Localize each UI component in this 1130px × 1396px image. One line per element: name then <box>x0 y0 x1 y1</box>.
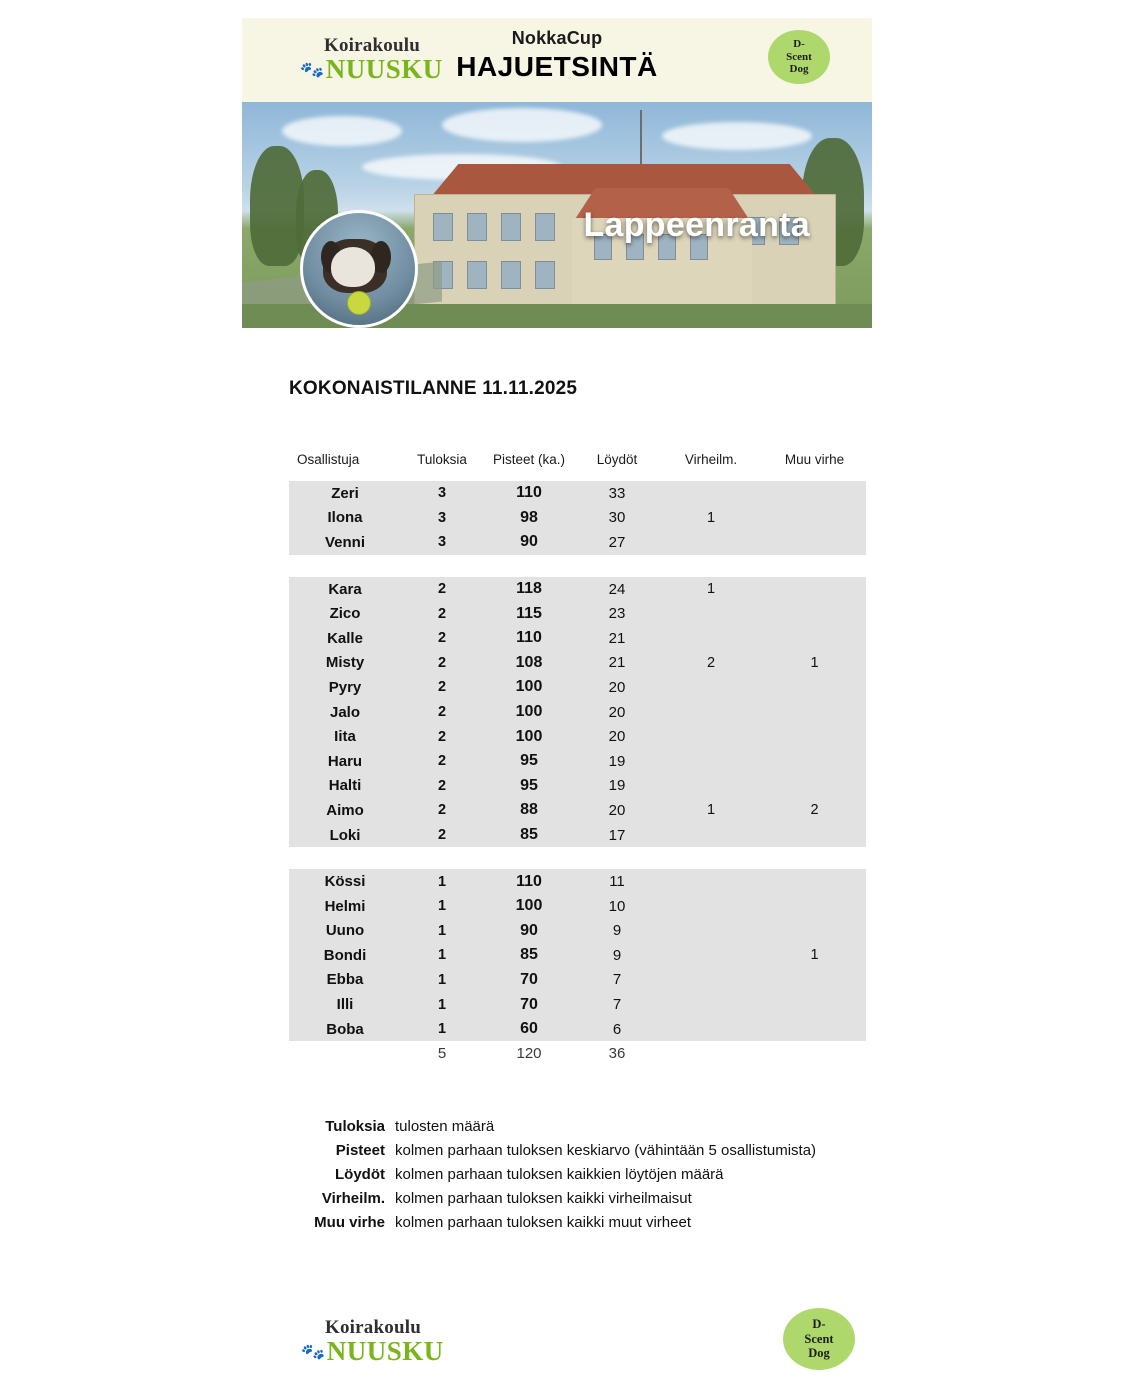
footer-logo-koirakoulu-text: Koirakoulu <box>325 1317 421 1338</box>
points-average: 110 <box>483 481 575 506</box>
false-alerts-count <box>659 481 763 506</box>
finds-count: 11 <box>575 869 659 894</box>
other-errors-count <box>763 724 866 749</box>
table-header-row <box>289 452 866 481</box>
footer-logo-nuusku-text: NUUSKU <box>326 1336 444 1366</box>
summary-participant-name <box>289 1041 401 1066</box>
summary-finds-count: 36 <box>575 1041 659 1066</box>
footer-badge-line-3: Dog <box>808 1346 830 1361</box>
other-errors-count <box>763 894 866 919</box>
points-average: 100 <box>483 724 575 749</box>
participant-name: Illi <box>289 992 401 1017</box>
city-label: Lappeenranta <box>583 206 810 244</box>
participant-name: Pyry <box>289 675 401 700</box>
results-count: 2 <box>401 774 483 799</box>
other-errors-count <box>763 869 866 894</box>
legend-term: Tuloksia <box>325 1118 385 1135</box>
false-alerts-count: 2 <box>659 651 763 676</box>
column-header-participant: Osallistuja <box>297 452 360 467</box>
table-row <box>289 823 866 848</box>
cloud-shape <box>442 108 602 142</box>
false-alerts-count <box>659 601 763 626</box>
points-average: 88 <box>483 798 575 823</box>
other-errors-count <box>763 626 866 651</box>
legend-definition: kolmen parhaan tuloksen kaikki muut virheet <box>395 1214 691 1231</box>
finds-count: 10 <box>575 894 659 919</box>
legend-term: Virheilm. <box>321 1190 385 1207</box>
false-alerts-count <box>659 943 763 968</box>
other-errors-count <box>763 992 866 1017</box>
other-errors-count <box>763 601 866 626</box>
table-row <box>289 675 866 700</box>
dog-photo-avatar <box>300 210 418 328</box>
table-row <box>289 992 866 1017</box>
other-errors-count <box>763 774 866 799</box>
finds-count: 23 <box>575 601 659 626</box>
participant-name: Uuno <box>289 919 401 944</box>
table-row <box>289 626 866 651</box>
other-errors-count <box>763 700 866 725</box>
column-header-other-errors: Muu virhe <box>784 452 845 467</box>
participant-name: Loki <box>289 823 401 848</box>
other-errors-count <box>763 919 866 944</box>
group-spacer <box>289 847 866 869</box>
points-average: 60 <box>483 1017 575 1042</box>
results-count: 1 <box>401 1017 483 1042</box>
other-errors-count <box>763 481 866 506</box>
legend-term: Löydöt <box>335 1166 385 1183</box>
false-alerts-count <box>659 774 763 799</box>
legend-row <box>289 1166 929 1183</box>
group-spacer-cell <box>289 847 866 869</box>
legend-row <box>289 1118 929 1135</box>
results-count: 2 <box>401 798 483 823</box>
results-count: 2 <box>401 749 483 774</box>
other-errors-count <box>763 506 866 531</box>
footer-badge-line-2: Scent <box>804 1331 834 1346</box>
legend-definition: kolmen parhaan tuloksen keskiarvo (vähintään 5 osallistumista) <box>395 1142 817 1159</box>
participant-name: Jalo <box>289 700 401 725</box>
legend-term: Muu virhe <box>314 1214 385 1231</box>
summary-row <box>289 1041 866 1066</box>
finds-count: 21 <box>575 651 659 676</box>
logo-koirakoulu-text: Koirakoulu <box>324 35 420 56</box>
summary-points-average: 120 <box>483 1041 575 1066</box>
other-errors-count <box>763 675 866 700</box>
false-alerts-count <box>659 919 763 944</box>
summary-false-alerts-count <box>659 1041 763 1066</box>
points-average: 110 <box>483 626 575 651</box>
event-banner <box>242 18 872 328</box>
finds-count: 7 <box>575 968 659 993</box>
points-average: 70 <box>483 968 575 993</box>
finds-count: 9 <box>575 943 659 968</box>
badge-line-2: Scent <box>786 50 812 63</box>
table-row <box>289 724 866 749</box>
other-errors-count: 1 <box>763 943 866 968</box>
table-row <box>289 798 866 823</box>
table-row <box>289 919 866 944</box>
table-row <box>289 601 866 626</box>
cloud-shape <box>662 122 812 150</box>
ball-shape <box>347 291 371 315</box>
false-alerts-count <box>659 749 763 774</box>
window-shape <box>433 213 453 241</box>
finds-count: 21 <box>575 626 659 651</box>
footer-logo <box>283 1318 463 1365</box>
false-alerts-count: 1 <box>659 577 763 602</box>
table-row <box>289 481 866 506</box>
paw-icon: 🐾 <box>298 56 327 83</box>
participant-name: Kalle <box>289 626 401 651</box>
legend-definition: kolmen parhaan tuloksen kaikki virheilmaisut <box>395 1190 692 1207</box>
legend-row <box>289 1142 929 1159</box>
table-row <box>289 506 866 531</box>
table-row <box>289 869 866 894</box>
table-header <box>289 452 866 481</box>
results-count: 1 <box>401 869 483 894</box>
cloud-shape <box>282 116 402 146</box>
banner-header <box>242 18 872 102</box>
finds-count: 30 <box>575 506 659 531</box>
legend-definition: tulosten määrä <box>395 1118 495 1135</box>
results-count: 2 <box>401 577 483 602</box>
points-average: 95 <box>483 774 575 799</box>
results-count: 2 <box>401 651 483 676</box>
points-average: 70 <box>483 992 575 1017</box>
participant-name: Bondi <box>289 943 401 968</box>
results-count: 1 <box>401 943 483 968</box>
legend-term: Pisteet <box>335 1142 385 1159</box>
footer-d-scent-dog-badge <box>783 1308 855 1370</box>
results-count: 3 <box>401 506 483 531</box>
finds-count: 20 <box>575 798 659 823</box>
column-header-finds: Löydöt <box>596 452 638 467</box>
table-row <box>289 530 866 555</box>
false-alerts-count <box>659 675 763 700</box>
participant-name: Zeri <box>289 481 401 506</box>
points-average: 108 <box>483 651 575 676</box>
false-alerts-count <box>659 724 763 749</box>
participant-name: Haru <box>289 749 401 774</box>
table-row <box>289 577 866 602</box>
summary-results-count: 5 <box>401 1041 483 1066</box>
participant-name: Zico <box>289 601 401 626</box>
other-errors-count <box>763 1017 866 1042</box>
finds-count: 6 <box>575 1017 659 1042</box>
table-row <box>289 700 866 725</box>
results-count: 1 <box>401 992 483 1017</box>
standings-table <box>289 452 866 1066</box>
badge-line-1: D- <box>793 38 805 51</box>
legend-row <box>289 1190 929 1207</box>
false-alerts-count <box>659 1017 763 1042</box>
points-average: 100 <box>483 675 575 700</box>
results-count: 1 <box>401 968 483 993</box>
table-row <box>289 774 866 799</box>
results-count: 2 <box>401 601 483 626</box>
points-average: 98 <box>483 506 575 531</box>
false-alerts-count <box>659 869 763 894</box>
event-series-name: NokkaCup <box>511 28 603 48</box>
points-average: 90 <box>483 530 575 555</box>
group-spacer-cell <box>289 555 866 577</box>
page-title: KOKONAISTILANNE 11.11.2025 <box>289 378 578 399</box>
finds-count: 20 <box>575 675 659 700</box>
participant-name: Iita <box>289 724 401 749</box>
points-average: 115 <box>483 601 575 626</box>
column-header-false-alerts: Virheilm. <box>684 452 738 467</box>
participant-name: Aimo <box>289 798 401 823</box>
participant-name: Boba <box>289 1017 401 1042</box>
legend-definition: kolmen parhaan tuloksen kaikkien löytöjen määrä <box>395 1166 724 1183</box>
false-alerts-count <box>659 992 763 1017</box>
footer-badge-line-1: D- <box>812 1316 826 1331</box>
false-alerts-count: 1 <box>659 506 763 531</box>
venue-photo <box>242 102 872 328</box>
results-count: 2 <box>401 724 483 749</box>
finds-count: 7 <box>575 992 659 1017</box>
legend <box>289 1118 929 1238</box>
other-errors-count <box>763 577 866 602</box>
finds-count: 33 <box>575 481 659 506</box>
participant-name: Kössi <box>289 869 401 894</box>
false-alerts-count <box>659 626 763 651</box>
points-average: 100 <box>483 700 575 725</box>
window-shape <box>501 213 521 241</box>
other-errors-count: 1 <box>763 651 866 676</box>
column-header-results: Tuloksia <box>417 452 467 467</box>
group-spacer <box>289 555 866 577</box>
false-alerts-count <box>659 823 763 848</box>
results-count: 2 <box>401 626 483 651</box>
participant-name: Halti <box>289 774 401 799</box>
participant-name: Kara <box>289 577 401 602</box>
results-count: 2 <box>401 700 483 725</box>
results-count: 1 <box>401 919 483 944</box>
window-shape <box>467 213 487 241</box>
points-average: 110 <box>483 869 575 894</box>
points-average: 90 <box>483 919 575 944</box>
results-count: 2 <box>401 823 483 848</box>
other-errors-count: 2 <box>763 798 866 823</box>
false-alerts-count <box>659 700 763 725</box>
finds-count: 20 <box>575 700 659 725</box>
points-average: 118 <box>483 577 575 602</box>
other-errors-count <box>763 823 866 848</box>
table-row <box>289 1017 866 1042</box>
false-alerts-count <box>659 530 763 555</box>
other-errors-count <box>763 530 866 555</box>
column-header-points: Pisteet (ka.) <box>492 452 566 467</box>
finds-count: 20 <box>575 724 659 749</box>
summary-other-errors-count <box>763 1041 866 1066</box>
window-shape <box>535 261 555 289</box>
table-body <box>289 481 866 1066</box>
paw-icon: 🐾 <box>299 1338 328 1365</box>
other-errors-count <box>763 968 866 993</box>
finds-count: 27 <box>575 530 659 555</box>
table-row <box>289 894 866 919</box>
results-count: 3 <box>401 530 483 555</box>
window-shape <box>501 261 521 289</box>
false-alerts-count <box>659 968 763 993</box>
legend-row <box>289 1214 929 1231</box>
participant-name: Misty <box>289 651 401 676</box>
finds-count: 19 <box>575 749 659 774</box>
badge-line-3: Dog <box>789 63 809 76</box>
table-row <box>289 651 866 676</box>
participant-name: Ilona <box>289 506 401 531</box>
false-alerts-count: 1 <box>659 798 763 823</box>
event-discipline-title: HAJUETSINTÄ <box>456 51 658 82</box>
table-row <box>289 968 866 993</box>
d-scent-dog-badge <box>768 30 830 84</box>
points-average: 85 <box>483 943 575 968</box>
finds-count: 24 <box>575 577 659 602</box>
other-errors-count <box>763 749 866 774</box>
participant-name: Venni <box>289 530 401 555</box>
window-shape <box>535 213 555 241</box>
dog-face-shape <box>331 247 375 287</box>
table-row <box>289 749 866 774</box>
results-count: 3 <box>401 481 483 506</box>
antenna-mast-shape <box>640 110 642 170</box>
points-average: 100 <box>483 894 575 919</box>
points-average: 85 <box>483 823 575 848</box>
results-count: 2 <box>401 675 483 700</box>
finds-count: 17 <box>575 823 659 848</box>
window-shape <box>467 261 487 289</box>
results-count: 1 <box>401 894 483 919</box>
participant-name: Ebba <box>289 968 401 993</box>
table-row <box>289 943 866 968</box>
finds-count: 9 <box>575 919 659 944</box>
points-average: 95 <box>483 749 575 774</box>
finds-count: 19 <box>575 774 659 799</box>
false-alerts-count <box>659 894 763 919</box>
participant-name: Helmi <box>289 894 401 919</box>
logo-nuusku-text: NUUSKU <box>325 54 443 84</box>
